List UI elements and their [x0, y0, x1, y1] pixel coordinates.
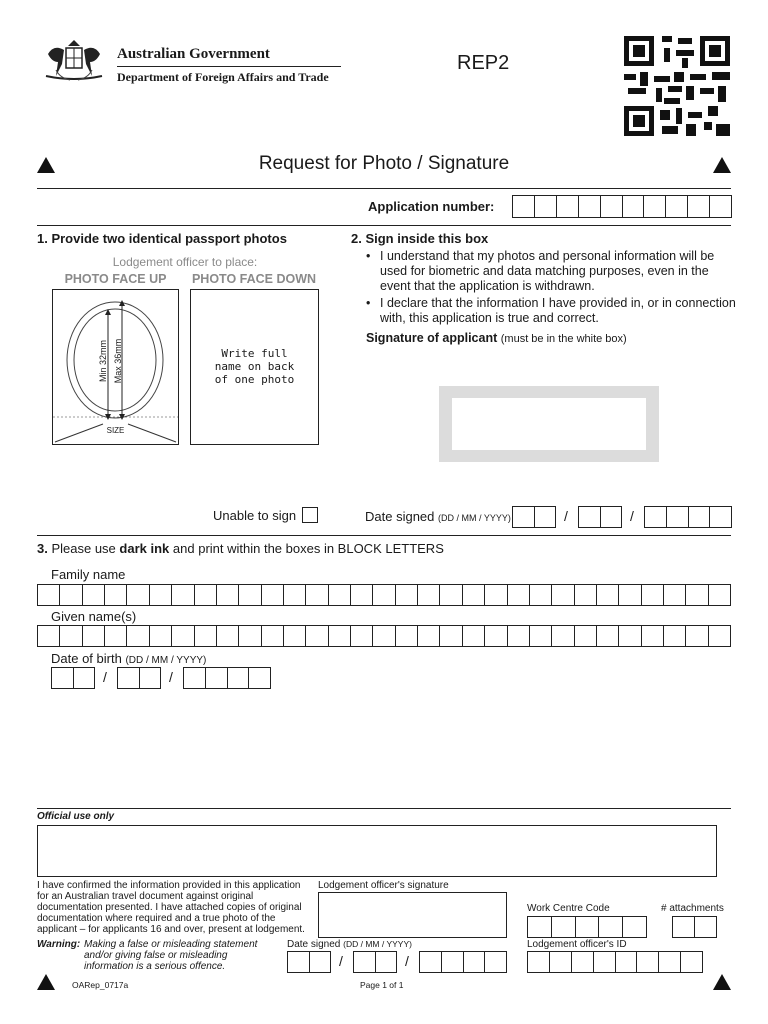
signature-note: (must be in the white box)	[500, 333, 627, 345]
gov-name: Australian Government	[117, 46, 270, 62]
officer-id-input[interactable]	[527, 951, 703, 973]
officer-signature-label: Lodgement officer's signature	[318, 880, 449, 891]
page-title: Request for Photo / Signature	[258, 153, 510, 174]
work-centre-label: Work Centre Code	[527, 903, 610, 914]
date-signed-month[interactable]	[578, 506, 622, 528]
application-number-input[interactable]	[512, 195, 732, 218]
photo-face-up-box[interactable]	[52, 289, 179, 445]
corner-triangle-bottom-left	[37, 974, 55, 990]
official-warning: Warning: Making a false or misleading statement and/or giving false or misleading information is a serious offence.	[37, 939, 258, 972]
date-signed-format: (DD / MM / YYYY)	[438, 513, 511, 523]
write-name-note: Write full name on back of one photo	[214, 347, 295, 386]
qr-code	[624, 36, 730, 136]
attachments-label: # attachments	[661, 903, 724, 914]
date-signed-label: Date signed	[365, 509, 435, 524]
dob-month[interactable]	[117, 667, 161, 689]
unable-to-sign-checkbox[interactable]	[302, 507, 318, 523]
dept-name: Department of Foreign Affairs and Trade	[117, 70, 329, 84]
page-number: Page 1 of 1	[360, 980, 404, 990]
signature-box[interactable]	[439, 386, 659, 462]
officer-place-note: Lodgement officer to place:	[112, 255, 258, 269]
official-date-label: Date signed	[287, 939, 341, 950]
size-label: SIZE	[106, 426, 125, 435]
family-name-label: Family name	[51, 567, 126, 582]
unable-to-sign-label: Unable to sign	[213, 508, 297, 523]
given-names-input[interactable]	[37, 625, 731, 647]
corner-triangle-top-right	[713, 157, 731, 173]
declaration-bullet-1: • I understand that my photos and personal information will be used for biometric and data matching purposes, even in the event that the application is withdrawn.	[366, 249, 715, 293]
work-centre-input[interactable]	[527, 916, 647, 938]
dob-year[interactable]	[183, 667, 271, 689]
given-names-label: Given name(s)	[51, 609, 137, 624]
attachments-input[interactable]	[672, 916, 717, 938]
officer-id-label: Lodgement officer's ID	[527, 939, 627, 950]
max-size-label: Max 36mm	[113, 338, 123, 384]
official-use-heading: Official use only	[37, 811, 115, 822]
section3-intro: 3. Please use dark ink and print within the boxes in BLOCK LETTERS	[37, 541, 444, 556]
photo-face-down-label: PHOTO FACE DOWN	[191, 272, 317, 286]
form-code: REP2	[457, 52, 510, 74]
official-confirm-text: I have confirmed the information provided in this application for an Australian travel document against original documentation presented. I have attached copies of original documentation where required and a true photo of the applicant – for applicants 16 and over, present at lodgement.	[37, 880, 305, 935]
family-name-input[interactable]	[37, 584, 731, 606]
date-signed-day[interactable]	[512, 506, 556, 528]
government-crest-logo	[38, 36, 110, 86]
dob-label: Date of birth	[51, 651, 122, 666]
dob-day[interactable]	[51, 667, 95, 689]
photo-face-up-label: PHOTO FACE UP	[64, 272, 167, 286]
official-date-day[interactable]	[287, 951, 331, 973]
corner-triangle-bottom-right	[713, 974, 731, 990]
official-date-month[interactable]	[353, 951, 397, 973]
dob-format: (DD / MM / YYYY)	[125, 655, 207, 666]
form-code-footer: OARep_0717a	[72, 980, 129, 990]
application-number-label: Application number:	[368, 199, 495, 214]
section1-heading: 1. Provide two identical passport photos	[37, 231, 287, 246]
min-size-label: Min 32mm	[98, 340, 108, 383]
declaration-bullet-2: • I declare that the information I have provided in, or in connection with, this application is true and correct.	[366, 296, 736, 325]
official-date-format: (DD / MM / YYYY)	[343, 939, 412, 949]
officer-signature-box[interactable]	[318, 892, 507, 938]
date-signed-year[interactable]	[644, 506, 732, 528]
signature-label: Signature of applicant	[366, 331, 498, 345]
official-notes-box[interactable]	[37, 825, 717, 877]
section2-heading: 2. Sign inside this box	[351, 231, 489, 246]
official-date-year[interactable]	[419, 951, 507, 973]
photo-face-down-box[interactable]	[190, 289, 319, 445]
